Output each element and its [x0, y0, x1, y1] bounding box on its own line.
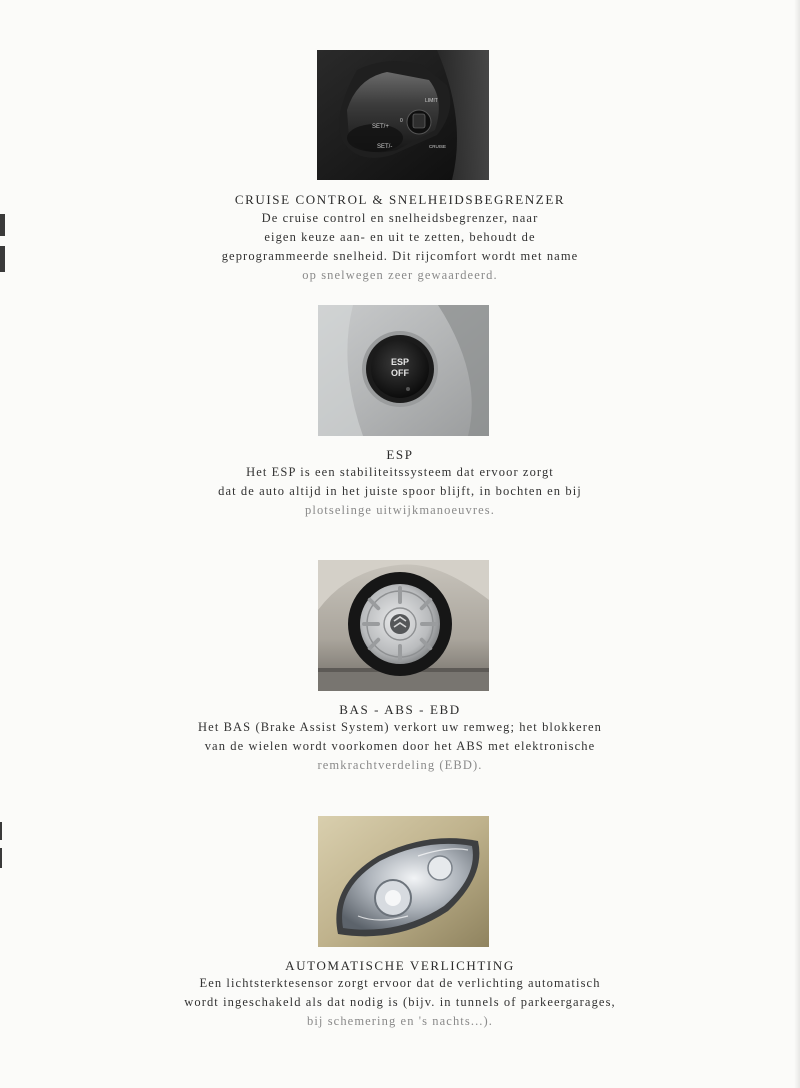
photo-label: ESP — [390, 357, 410, 367]
description-line: van de wielen wordt voorkomen door het ABS met elektronische — [204, 739, 596, 753]
description-line: geprogrammeerde snelheid. Dit rijcomfort wordt met name — [221, 249, 579, 263]
feature-title: AUTOMATISCHE VERLICHTING — [285, 958, 515, 973]
description-line: Het ESP is een stabiliteitssysteem dat ervoor zorgt — [246, 465, 554, 479]
description-line: wordt ingeschakeld als dat nodig is (bijv. in tunnels of parkeergarages, — [184, 995, 616, 1009]
feature-description — [0, 974, 800, 1031]
feature-description — [0, 463, 800, 520]
description-line: De cruise control en snelheidsbegrenzer, naar — [261, 211, 539, 225]
description-line: remkrachtverdeling (EBD). — [317, 758, 483, 772]
page-edge-mark — [0, 848, 2, 868]
feature-description — [0, 718, 800, 775]
description-line: Het BAS (Brake Assist System) verkort uw remweg; het blokkeren — [198, 720, 602, 734]
description-line: Een lichtsterktesensor zorgt ervoor dat de verlichting automatisch — [199, 976, 601, 990]
page-fold-shadow — [794, 0, 800, 1088]
photo-label: 0 — [400, 118, 403, 124]
photo-label: CRUISE — [429, 144, 447, 149]
wheel-photo — [318, 560, 489, 691]
description-line: eigen keuze aan- en uit te zetten, behoudt de — [264, 230, 536, 244]
description-line: op snelwegen zeer gewaardeerd. — [302, 268, 498, 282]
headlight-photo — [318, 816, 489, 947]
feature-title: ESP — [386, 447, 414, 462]
photo-label: SET/+ — [372, 124, 389, 130]
description-line: bij schemering en 's nachts...). — [306, 1014, 494, 1028]
photo-label: LIMIT — [425, 98, 438, 104]
feature-description — [0, 209, 800, 285]
esp-photo — [318, 305, 489, 436]
description-line: plotselinge uitwijkmanoeuvres. — [305, 503, 495, 517]
photo-label: OFF — [391, 368, 409, 378]
feature-title: BAS - ABS - EBD — [339, 702, 461, 717]
photo-label: SET/- — [377, 144, 393, 150]
cruise-control-photo — [317, 50, 489, 180]
feature-title: CRUISE CONTROL & SNELHEIDSBEGRENZER — [234, 192, 566, 207]
page-edge-mark — [0, 822, 2, 840]
description-line: dat de auto altijd in het juiste spoor blijft, in bochten en bij — [218, 484, 582, 498]
